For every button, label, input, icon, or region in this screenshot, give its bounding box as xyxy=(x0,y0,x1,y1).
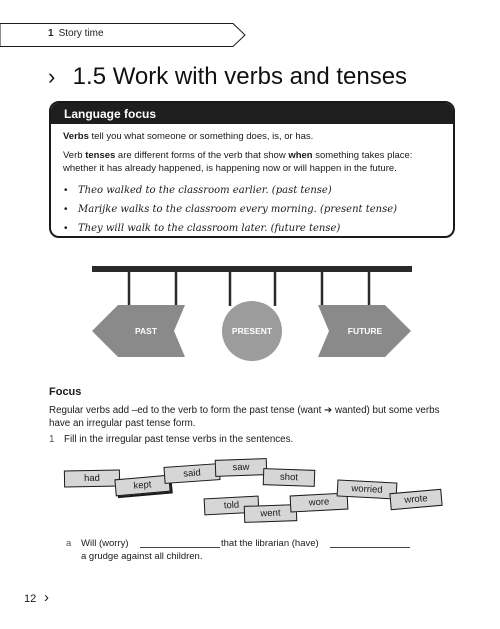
answer-blank-worry[interactable] xyxy=(140,547,220,548)
page-number: 12 xyxy=(24,593,37,605)
timeline-graphic xyxy=(0,262,500,372)
verbs-definition-text: tell you what someone or something does, is, or has. xyxy=(88,131,314,142)
section-title-text: 1.5 Work with verbs and tenses xyxy=(72,63,408,90)
timeline-ticks xyxy=(129,270,369,306)
focus-title: Focus xyxy=(49,386,82,398)
tenses-pre: Verb xyxy=(63,150,86,161)
word-card-said: said xyxy=(163,463,220,484)
sub-question-part2: that the librarian (have) xyxy=(221,538,319,549)
example-past: • Theo walked to the classroom earlier. (past tense) xyxy=(63,181,441,200)
question-text: Fill in the irregular past tense verbs in the sentences. xyxy=(64,434,294,445)
word-card-worried: worried xyxy=(337,479,398,499)
present-label: PRESENT xyxy=(231,326,273,336)
question-number: 1 xyxy=(49,434,55,445)
word-card-had: had xyxy=(64,470,120,488)
example-present: • Marijke walks to the classroom every morning. (present tense) xyxy=(63,200,441,219)
language-focus-heading: Language focus xyxy=(51,103,453,124)
answer-blank-have[interactable] xyxy=(330,547,410,548)
tenses-term: tenses xyxy=(85,150,116,161)
word-card-went: went xyxy=(244,504,298,523)
future-label: FUTURE xyxy=(347,326,383,336)
word-card-told: told xyxy=(204,496,260,516)
verbs-definition xyxy=(63,130,441,143)
sub-question-part1: Will (worry) xyxy=(81,538,129,549)
word-card-wore: wore xyxy=(290,492,349,512)
timeline-bar xyxy=(92,266,412,272)
chapter-label xyxy=(48,28,104,39)
tenses-rest: something takes place: whether it has already happened, is happening now or will happen in the future. xyxy=(63,150,413,174)
when-term: when xyxy=(288,150,313,161)
chevron-right-icon: › xyxy=(44,589,49,606)
tenses-mid: are different forms of the verb that show xyxy=(115,150,289,161)
language-focus-box xyxy=(49,101,455,238)
word-card-wrote: wrote xyxy=(389,489,442,510)
chapter-title: Story time xyxy=(58,28,104,39)
focus-text: Regular verbs add –ed to the verb to form the past tense (want ➔ wanted) but some verbs have an irregular past tense form. xyxy=(49,405,440,429)
chapter-number: 1 xyxy=(48,28,54,39)
past-label: PAST xyxy=(134,326,158,336)
chevron-right-icon: › xyxy=(48,64,56,89)
sub-question-part3: a grudge against all children. xyxy=(81,551,203,562)
chapter-tab-shape xyxy=(0,23,246,47)
sub-question-letter: a xyxy=(66,538,72,549)
verbs-term: Verbs xyxy=(63,131,89,142)
tenses-definition xyxy=(63,149,441,175)
word-card-kept: kept xyxy=(114,475,170,497)
examples-list xyxy=(63,181,441,238)
word-card-shot: shot xyxy=(263,468,316,487)
word-card-saw: saw xyxy=(215,458,268,477)
chapter-header-tab xyxy=(0,23,246,47)
tense-timeline xyxy=(0,262,500,372)
language-focus-body xyxy=(51,124,453,238)
example-future: • They will walk to the classroom later. (future tense) xyxy=(63,219,441,238)
section-title xyxy=(48,63,407,91)
